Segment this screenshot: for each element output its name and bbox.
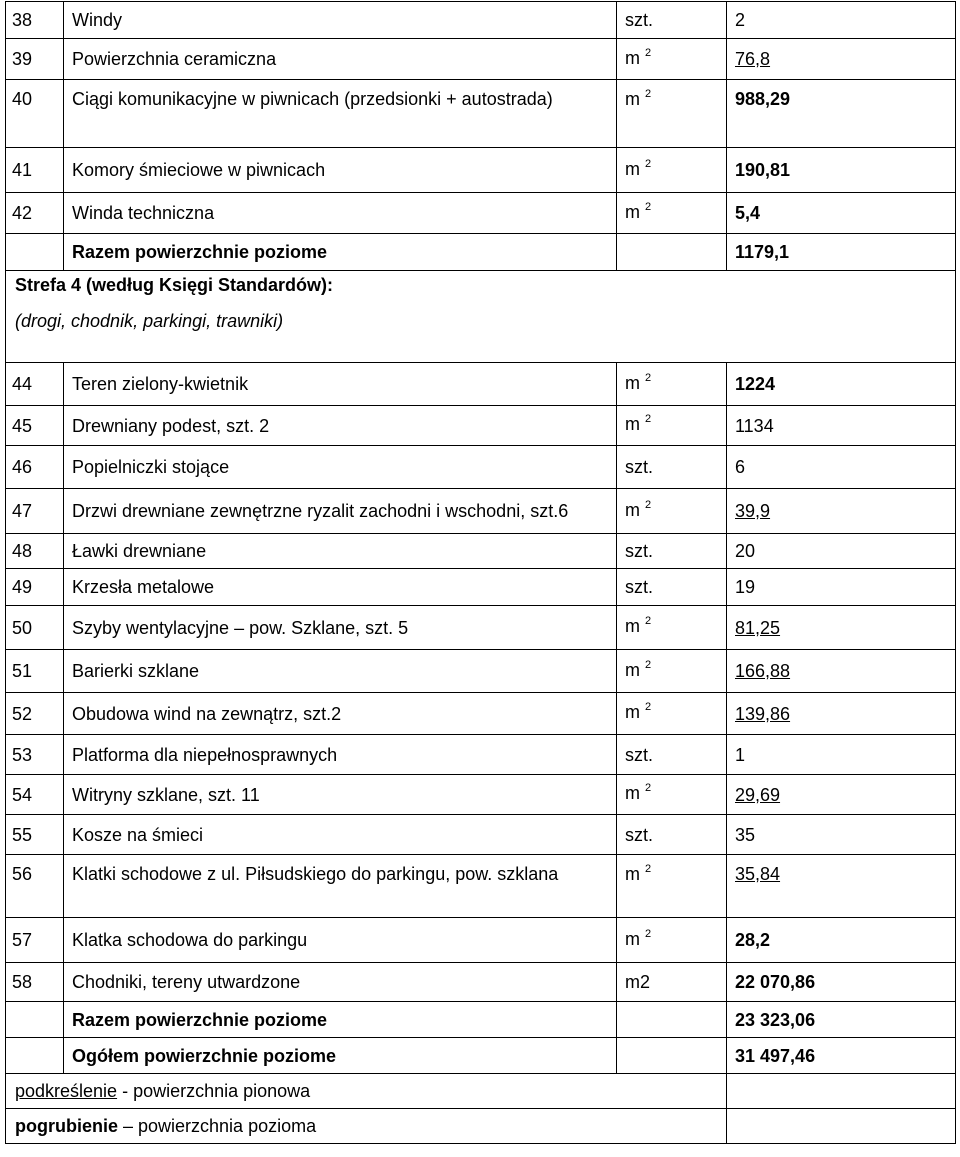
subtotal-value-2: 23 323,06 xyxy=(727,1002,956,1038)
row-number: 52 xyxy=(6,693,64,735)
row-name: Platforma dla niepełnosprawnych xyxy=(64,735,617,775)
legend-bold-word: pogrubienie xyxy=(15,1116,118,1136)
table-row xyxy=(6,193,956,234)
row-number: 39 xyxy=(6,39,64,80)
row-unit xyxy=(617,815,727,855)
row-value xyxy=(727,855,956,918)
zone-header-row xyxy=(6,271,956,363)
row-value xyxy=(727,606,956,650)
row-name: Barierki szklane xyxy=(64,650,617,693)
unit-text: m xyxy=(625,89,640,109)
unit-superscript: 2 xyxy=(645,658,652,671)
row-value xyxy=(727,148,956,193)
row-name: Krzesła metalowe xyxy=(64,569,617,606)
row-number: 57 xyxy=(6,918,64,963)
value-text: 5,4 xyxy=(735,203,761,223)
table-row xyxy=(6,569,956,606)
row-value xyxy=(727,2,956,39)
row-name: Popielniczki stojące xyxy=(64,446,617,489)
row-name: Teren zielony-kwietnik xyxy=(64,363,617,406)
unit-text: m xyxy=(625,864,640,884)
value-text: 6 xyxy=(735,457,746,477)
value-text: 139,86 xyxy=(735,703,791,724)
value-text: 29,69 xyxy=(735,784,781,805)
row-value xyxy=(727,363,956,406)
row-unit xyxy=(617,406,727,446)
area-table xyxy=(5,1,956,1144)
row-value xyxy=(727,489,956,534)
row-number: 45 xyxy=(6,406,64,446)
row-name: Ławki drewniane xyxy=(64,534,617,569)
unit-text: szt. xyxy=(625,577,654,597)
row-unit xyxy=(617,693,727,735)
row-unit xyxy=(617,775,727,815)
table-row xyxy=(6,406,956,446)
table-row xyxy=(6,918,956,963)
row-name: Witryny szklane, szt. 11 xyxy=(64,775,617,815)
unit-text: m xyxy=(625,499,640,520)
unit-superscript: 2 xyxy=(645,927,652,940)
unit-superscript: 2 xyxy=(645,200,652,213)
legend-row-bold xyxy=(6,1109,956,1144)
row-name: Klatki schodowe z ul. Piłsudskiego do parkingu, pow. szklana xyxy=(64,855,617,918)
unit-text: szt. xyxy=(625,744,654,765)
value-text: 1224 xyxy=(735,374,776,394)
unit-text: m xyxy=(625,702,640,722)
row-number: 54 xyxy=(6,775,64,815)
row-unit xyxy=(617,446,727,489)
unit-text: szt. xyxy=(625,10,654,30)
table-row xyxy=(6,534,956,569)
table-row xyxy=(6,963,956,1002)
row-value xyxy=(727,80,956,148)
row-unit xyxy=(617,193,727,234)
unit-superscript: 2 xyxy=(645,701,652,713)
subtotal-label: Razem powierzchnie poziome xyxy=(64,234,617,271)
zone-title: Strefa 4 (według Księgi Standardów): xyxy=(15,275,334,295)
value-text: 19 xyxy=(735,577,756,597)
table-row xyxy=(6,650,956,693)
row-unit xyxy=(617,148,727,193)
row-unit xyxy=(617,855,727,918)
value-text: 1 xyxy=(735,744,746,765)
row-number: 49 xyxy=(6,569,64,606)
row-number: 46 xyxy=(6,446,64,489)
row-number: 47 xyxy=(6,489,64,534)
row-unit xyxy=(617,534,727,569)
row-name: Powierzchnia ceramiczna xyxy=(64,39,617,80)
row-unit xyxy=(617,489,727,534)
table-row xyxy=(6,693,956,735)
unit-text: szt. xyxy=(625,824,654,845)
row-number: 58 xyxy=(6,963,64,1002)
table-row xyxy=(6,39,956,80)
unit-text: m xyxy=(625,659,640,680)
table-row xyxy=(6,489,956,534)
row-value xyxy=(727,693,956,735)
value-text: 20 xyxy=(735,541,756,561)
total-value: 31 497,46 xyxy=(727,1038,956,1074)
row-number: 42 xyxy=(6,193,64,234)
table-row xyxy=(6,148,956,193)
value-text: 22 070,86 xyxy=(735,972,816,992)
row-unit xyxy=(617,80,727,148)
unit-text: m xyxy=(625,616,640,636)
unit-text: m2 xyxy=(625,972,651,992)
row-name: Drzwi drewniane zewnętrzne ryzalit zachodni i wschodni, szt.6 xyxy=(64,489,617,534)
row-value xyxy=(727,650,956,693)
row-unit xyxy=(617,963,727,1002)
unit-text: szt. xyxy=(625,541,654,561)
row-unit xyxy=(617,918,727,963)
row-value xyxy=(727,406,956,446)
total-row xyxy=(6,1038,956,1074)
unit-text: m xyxy=(625,783,640,803)
table-row xyxy=(6,446,956,489)
table-row xyxy=(6,80,956,148)
subtotal-row xyxy=(6,234,956,271)
row-name: Szyby wentylacyjne – pow. Szklane, szt. 5 xyxy=(64,606,617,650)
row-value xyxy=(727,918,956,963)
value-text: 28,2 xyxy=(735,930,771,950)
table-row xyxy=(6,775,956,815)
row-number: 41 xyxy=(6,148,64,193)
unit-superscript: 2 xyxy=(645,615,652,627)
row-value xyxy=(727,735,956,775)
value-text: 190,81 xyxy=(735,160,791,180)
row-number: 56 xyxy=(6,855,64,918)
row-number: 51 xyxy=(6,650,64,693)
legend-bold-text: – powierzchnia pozioma xyxy=(118,1116,317,1136)
row-value xyxy=(727,775,956,815)
row-number: 44 xyxy=(6,363,64,406)
subtotal-label-2: Razem powierzchnie poziome xyxy=(64,1002,617,1038)
row-number: 48 xyxy=(6,534,64,569)
row-name: Chodniki, tereny utwardzone xyxy=(64,963,617,1002)
row-name: Kosze na śmieci xyxy=(64,815,617,855)
unit-superscript: 2 xyxy=(645,88,652,100)
table-row xyxy=(6,363,956,406)
row-number: 55 xyxy=(6,815,64,855)
zone-subtitle: (drogi, chodnik, parkingi, trawniki) xyxy=(15,311,284,331)
row-name: Klatka schodowa do parkingu xyxy=(64,918,617,963)
value-text: 35 xyxy=(735,824,756,845)
table-row xyxy=(6,2,956,39)
row-unit xyxy=(617,569,727,606)
row-value xyxy=(727,193,956,234)
row-name: Windy xyxy=(64,2,617,39)
unit-text: m xyxy=(625,47,640,68)
row-number: 50 xyxy=(6,606,64,650)
row-unit xyxy=(617,39,727,80)
unit-superscript: 2 xyxy=(645,413,652,425)
value-text: 35,84 xyxy=(735,864,781,884)
unit-text: m xyxy=(625,158,640,179)
value-text: 39,9 xyxy=(735,501,771,521)
subtotal-value: 1179,1 xyxy=(727,234,956,271)
row-unit xyxy=(617,735,727,775)
unit-superscript: 2 xyxy=(645,371,652,384)
row-unit xyxy=(617,606,727,650)
row-number: 38 xyxy=(6,2,64,39)
table-row xyxy=(6,606,956,650)
row-name: Drewniany podest, szt. 2 xyxy=(64,406,617,446)
row-name: Komory śmieciowe w piwnicach xyxy=(64,148,617,193)
row-name: Winda techniczna xyxy=(64,193,617,234)
row-value xyxy=(727,446,956,489)
row-unit xyxy=(617,650,727,693)
unit-text: m xyxy=(625,201,640,222)
row-value xyxy=(727,39,956,80)
table-row xyxy=(6,735,956,775)
subtotal-row-2 xyxy=(6,1002,956,1038)
legend-underline-text: - powierzchnia pionowa xyxy=(117,1081,311,1101)
row-value xyxy=(727,815,956,855)
row-number: 40 xyxy=(6,80,64,148)
unit-superscript: 2 xyxy=(645,498,652,511)
unit-text: m xyxy=(625,414,640,434)
unit-superscript: 2 xyxy=(645,863,652,875)
unit-text: m xyxy=(625,372,640,393)
unit-superscript: 2 xyxy=(645,157,652,170)
row-value xyxy=(727,569,956,606)
unit-superscript: 2 xyxy=(645,46,652,59)
value-text: 2 xyxy=(735,10,746,30)
legend-underline-word: podkreślenie xyxy=(15,1081,118,1101)
row-number: 53 xyxy=(6,735,64,775)
value-text: 988,29 xyxy=(735,89,791,109)
row-name: Obudowa wind na zewnątrz, szt.2 xyxy=(64,693,617,735)
total-label: Ogółem powierzchnie poziome xyxy=(64,1038,617,1074)
value-text: 166,88 xyxy=(735,661,791,681)
value-text: 1134 xyxy=(735,415,774,436)
unit-superscript: 2 xyxy=(645,782,652,794)
row-name: Ciągi komunikacyjne w piwnicach (przedsionki + autostrada) xyxy=(64,80,617,148)
table-row xyxy=(6,815,956,855)
legend-row-underline xyxy=(6,1074,956,1109)
table-row xyxy=(6,855,956,918)
unit-text: szt. xyxy=(625,457,654,477)
row-value xyxy=(727,963,956,1002)
row-unit xyxy=(617,2,727,39)
row-unit xyxy=(617,363,727,406)
value-text: 76,8 xyxy=(735,49,771,69)
row-value xyxy=(727,534,956,569)
value-text: 81,25 xyxy=(735,617,781,638)
unit-text: m xyxy=(625,928,640,949)
